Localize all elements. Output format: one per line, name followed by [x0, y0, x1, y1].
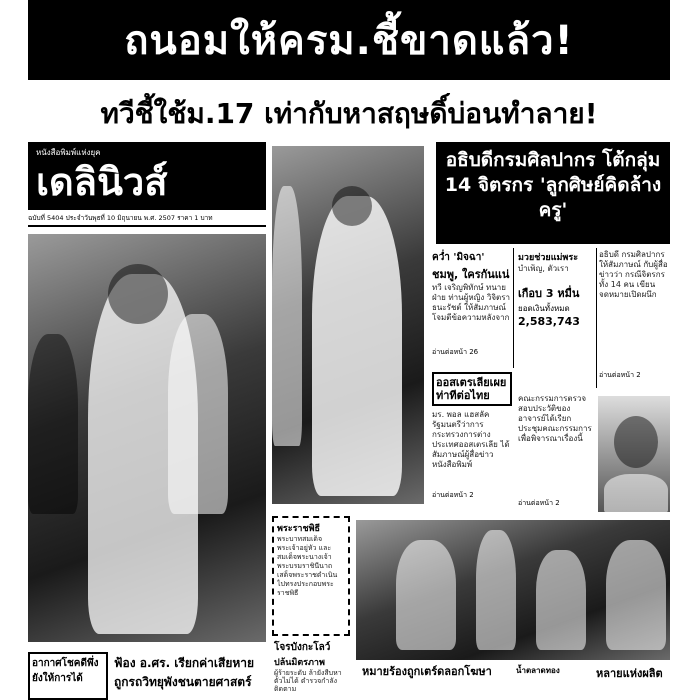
- photo-portrait-man: [598, 396, 670, 512]
- issue-line: ฉบับที่ 5404 ประจำวันพุธที่ 10 มิถุนายน พ.ศ. 2507 ราคา 1 บาท: [28, 213, 266, 227]
- newspaper-logo: [28, 142, 266, 210]
- column-1-jump: อ่านต่อหน้า 26: [432, 348, 479, 356]
- photo-officer-uniform: [272, 146, 424, 504]
- subheadline: [28, 88, 670, 140]
- bottom-left-sub: ยังให้การได้: [32, 673, 83, 684]
- main-headline: ถนอมให้ครม.ชี้ขาดแล้ว!: [124, 18, 574, 64]
- bottom-left-story: [28, 652, 108, 700]
- column-1-body: ทวี เจริญพิทักษ์ ทนาย ฝ่าย ท่านผู้หญิง วิจิตรา ธนะรัชต์ ให้สัมภาษณ์ โจมตีข้อความหลังจาก: [432, 283, 511, 322]
- royal-box-title: พระราชพิธี: [277, 524, 321, 534]
- bottom-left-headline: อากาศโชคดีพึ่ง: [32, 658, 99, 669]
- australia-headline: ออสเตรเลียเผยท่าทีต่อไทย: [432, 372, 512, 406]
- donation-amount: เกือบ 3 หมื่น: [518, 287, 580, 300]
- center-story-body: คณะกรรมการตรวจสอบประวัติของอาจารย์ได้เรียกประชุมคณะกรรมการ เพื่อพิจารณาเรื่องนี้: [518, 394, 592, 443]
- column-1-title: คว่ำ 'มิจฉา': [432, 252, 485, 263]
- royal-box-body: พระบาทสมเด็จพระเจ้าอยู่หัว และสมเด็จพระนางเจ้าพระบรมราชินีนาถ เสด็จพระราชดำเนินไปทรงประกอบพระราชพิธี: [277, 535, 338, 597]
- bottom-mid-sub: ถูกรถวิทยุพังชนตายศาสตร์: [114, 675, 252, 689]
- robbery-title: โจรบังกะโลว์: [274, 642, 331, 653]
- photo-queen-ceremony: [28, 234, 266, 642]
- column-3: [596, 248, 670, 388]
- subheadline-text: ทวีชี้ใช้ม.17 เท่ากับหาสฤษดิ์บ่อนทำลาย!: [100, 97, 598, 130]
- donation-total: 2,583,743: [518, 315, 580, 328]
- australia-jump: อ่านต่อหน้า 2: [432, 491, 474, 499]
- donation-box: [516, 248, 592, 388]
- donation-body: บำเพ็ญ, ตัวเรา: [518, 264, 569, 273]
- donation-title: มวยช่วยแม่พระ: [518, 253, 579, 263]
- logo-name: เดลินิวส์: [36, 160, 168, 204]
- column-3-body: อธิบดี กรมศิลปากร ให้สัมภาษณ์ กับผู้สื่อข่าวว่า กรณีจิตรกรทั้ง 14 คน เขียนจดหมายเปิดผนึก: [599, 250, 668, 299]
- top-right-story: [436, 142, 670, 244]
- donation-total-label: ยอดเงินทั้งหมด: [518, 304, 570, 313]
- robbery-subtitle: ปล้นมิตรภาพ: [274, 658, 325, 668]
- top-right-headline: อธิบดีกรมศิลปากร โต้กลุ่ม 14 จิตรกร 'ลูกศิษย์คิดล้างครู': [444, 149, 662, 221]
- headline-banner: [28, 0, 670, 80]
- column-1: [430, 248, 514, 368]
- bottom-right-story-2: น้ำตลาดทอง: [516, 666, 560, 675]
- logo-tagline: หนังสือพิมพ์แห่งยุค: [36, 148, 101, 157]
- australia-story: [430, 370, 514, 514]
- bottom-mid-story: [112, 652, 268, 700]
- bottom-right-story-3: หลายแห่งผลิต: [596, 667, 663, 680]
- center-story-jump: อ่านต่อหน้า 2: [518, 499, 560, 507]
- column-1-subtitle: ชมพู, ใครกันแน่: [432, 268, 510, 281]
- robbery-body: ผู้ร้ายระดับ ล้ายังสืบหาตัวไม่ได้ ตำรวจกำลังติดตาม: [274, 669, 342, 693]
- australia-body: มร. พอล แฮสลัค รัฐมนตรีว่าการกระทรวงการต่างประเทศออสเตรเลีย ได้สัมภาษณ์ผู้สื่อข่าวหนังสือพิมพ์: [432, 410, 510, 469]
- center-story: [516, 392, 596, 514]
- column-3-jump: อ่านต่อหน้า 2: [599, 371, 641, 379]
- bottom-right-story-1: หมายร้องถูกเตร์ดลอกโฆษา: [362, 665, 492, 678]
- robbery-box: [272, 638, 350, 700]
- royal-ceremony-box: [272, 516, 350, 636]
- bottom-mid-headline: ฟ้อง อ.ศร. เรียกค่าเสียหาย: [114, 656, 255, 670]
- photo-group-event: [356, 520, 670, 660]
